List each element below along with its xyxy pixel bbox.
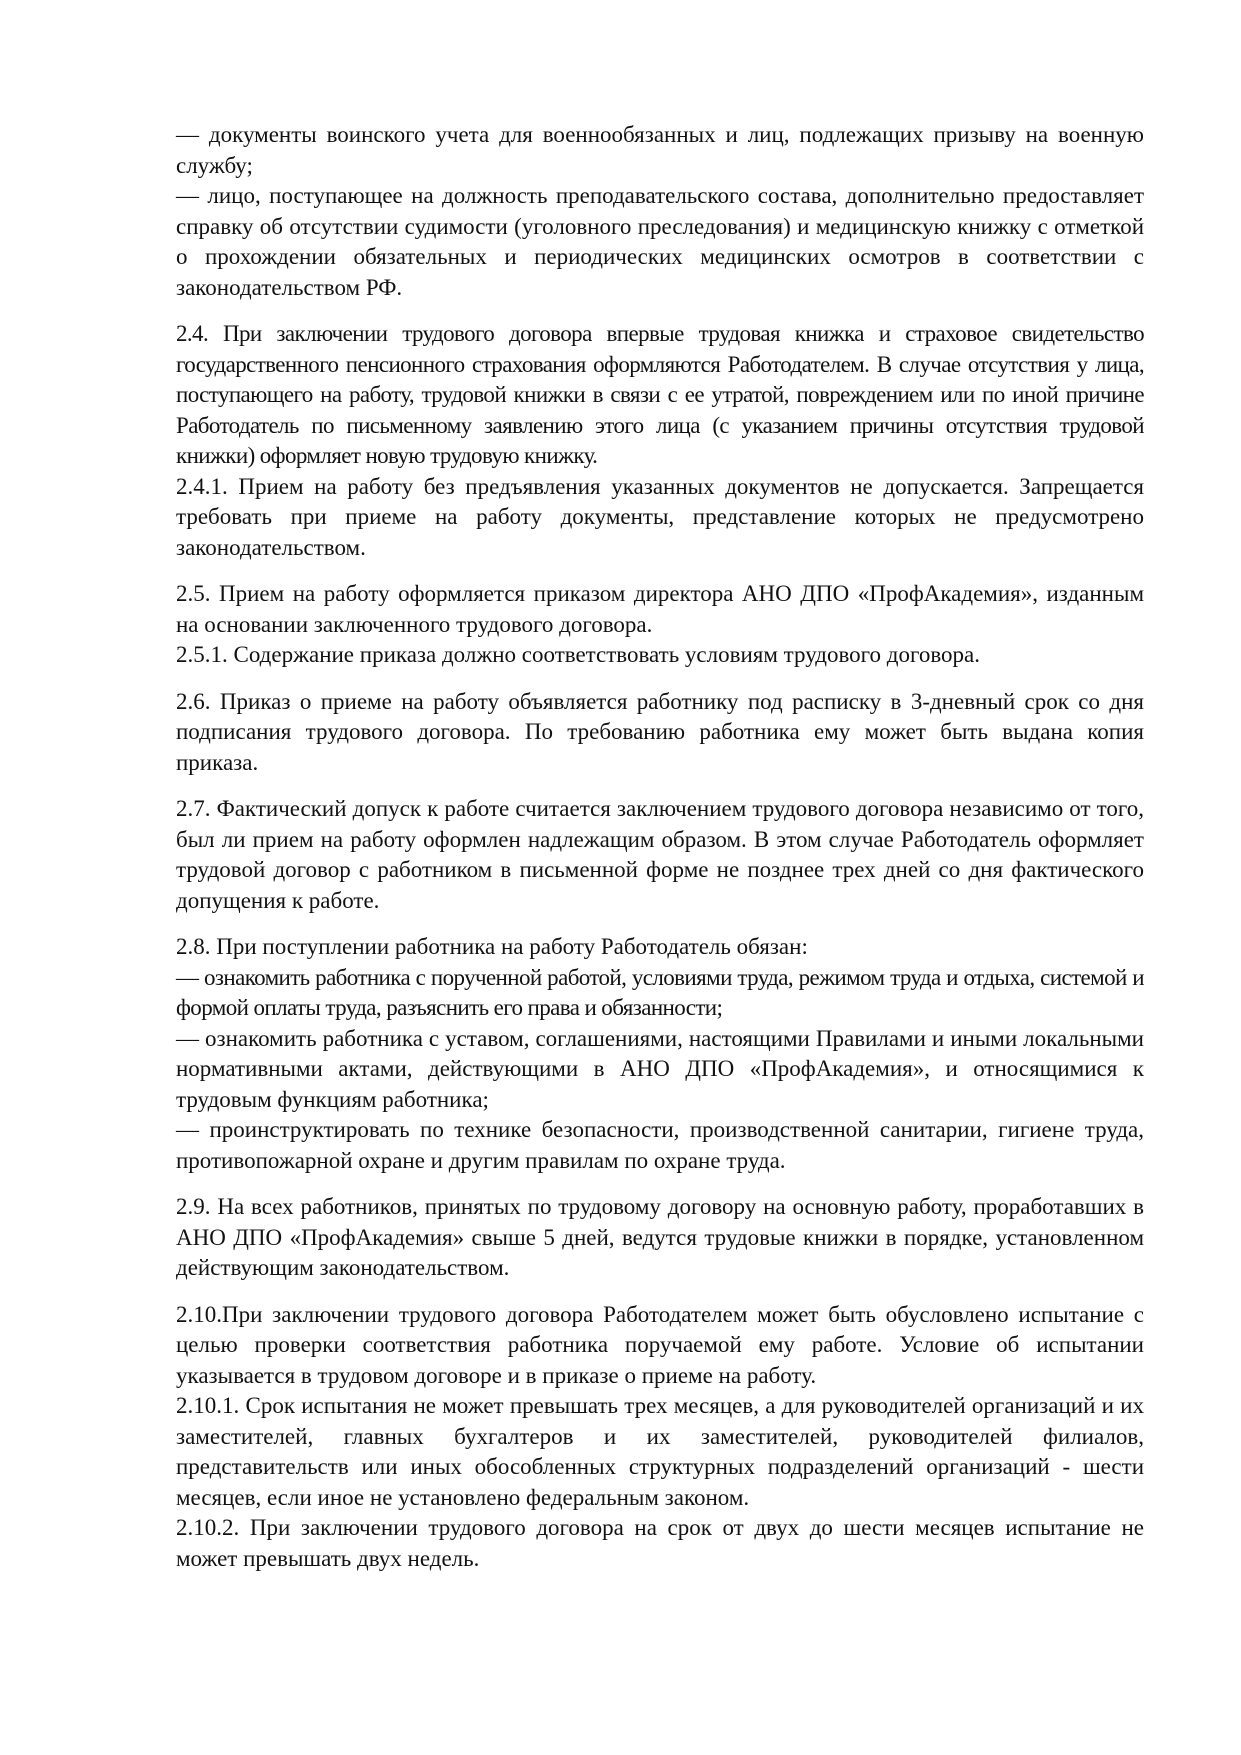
- section-2-10: [176, 1300, 1144, 1575]
- paragraph-text: — лицо, поступающее на должность преподавательского состава, дополнительно предоставляет справку об отсутствии судимости (уголовного преследования) и медицинскую книжку с отметкой о прохождении обязательных и периодических медицинских осмотров в соответствии с законодательством РФ.: [176, 183, 1144, 300]
- paragraph-2-4-1: 2.4.1. Прием на работу без предъявления указанных документов не допускается. Запрещается требовать при приеме на работу документы, представление которых не предусмотрено законодательством.: [176, 473, 1144, 560]
- list-item-military-documents: [176, 120, 1144, 181]
- section-2-6: [176, 687, 1144, 779]
- paragraph-2-5: 2.5. Прием на работу оформляется приказом директора АНО ДПО «ПрофАкадемия», изданным на основании заключенного трудового договора.: [176, 581, 1144, 637]
- paragraph-2-10: 2.10.При заключении трудового договора Работодателем может быть обусловлено испытание с целью проверки соответствия работника поручаемой ему работе. Условие об испытании указывается в трудовом договоре и в приказе о приеме на работу.: [176, 1301, 1144, 1388]
- section-2-4: [176, 319, 1144, 563]
- list-item-familiarize-charter: — ознакомить работника с уставом, соглашениями, настоящими Правилами и иными локальными нормативными актами, действующими в АНО ДПО «ПрофАкадемия», и относящимися к трудовым функциям работника;: [176, 1025, 1144, 1112]
- section-2-8-c: [176, 1115, 1144, 1176]
- list-item-teaching-staff: [176, 181, 1144, 303]
- paragraph-2-4: 2.4. При заключении трудового договора впервые трудовая книжка и страховое свидетельство государственного пенсионного страхования оформляются Работодателем. В случае отсутствия у лица, поступающего на работу, трудовой книжки в связи с ее утратой, повреждением или по иной причине Работодатель по письменному заявлению этого лица (с указанием причины отсутствия трудовой книжки) оформляет новую трудовую книжку.: [176, 321, 1144, 468]
- section-2-8: [176, 932, 1144, 1024]
- list-item-familiarize-work: — ознакомить работника с порученной работой, условиями труда, режимом труда и отдыха, системой и формой оплаты труда, разъяснить его права и обязанности;: [176, 964, 1144, 1020]
- section-2-9: [176, 1192, 1144, 1284]
- section-2-5: [176, 579, 1144, 671]
- section-2-8-b: [176, 1024, 1144, 1116]
- document-page: [176, 120, 1144, 1590]
- paragraph-2-10-2: 2.10.2. При заключении трудового договора на срок от двух до шести месяцев испытание не может превышать двух недель.: [176, 1515, 1144, 1571]
- paragraph-text: — документы воинского учета для военнообязанных и лиц, подлежащих призыву на военную службу;: [176, 122, 1144, 178]
- section-2-7: [176, 794, 1144, 916]
- paragraph-2-5-1: 2.5.1. Содержание приказа должно соответствовать условиям трудового договора.: [176, 642, 980, 667]
- list-item-safety-instruction: — проинструктировать по технике безопасности, производственной санитарии, гигиене труда, противопожарной охране и другим правилам по охране труда.: [176, 1117, 1144, 1173]
- paragraph-2-10-1: 2.10.1. Срок испытания не может превышать трех месяцев, а для руководителей организаций и их заместителей, главных бухгалтеров и их заместителей, руководителей филиалов, представительств или иных обособленных структурных подразделений организаций - шести месяцев, если иное не установлено федеральным законом.: [176, 1393, 1144, 1510]
- paragraph-2-6: 2.6. Приказ о приеме на работу объявляется работнику под расписку в 3-дневный срок со дня подписания трудового договора. По требованию работника ему может быть выдана копия приказа.: [176, 688, 1144, 775]
- paragraph-2-8: 2.8. При поступлении работника на работу Работодатель обязан:: [176, 934, 808, 959]
- paragraph-2-9: 2.9. На всех работников, принятых по трудовому договору на основную работу, проработавших в АНО ДПО «ПрофАкадемия» свыше 5 дней, ведутся трудовые книжки в порядке, установленном действующим законодательством.: [176, 1194, 1144, 1280]
- paragraph-2-7: 2.7. Фактический допуск к работе считается заключением трудового договора независимо от того, был ли прием на работу оформлен надлежащим образом. В этом случае Работодатель оформляет трудовой договор с работником в письменной форме не позднее трех дней со дня фактического допущения к работе.: [176, 796, 1144, 913]
